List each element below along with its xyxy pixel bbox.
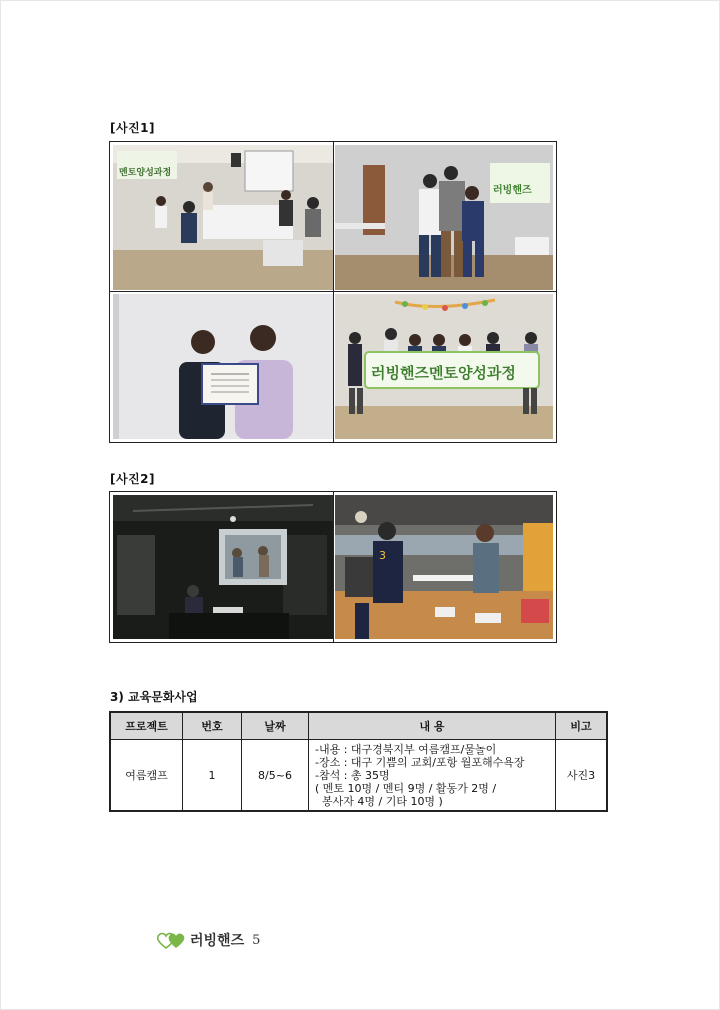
photo-caption-1: [사진1] [110, 121, 156, 135]
cell-number: 1 [183, 740, 242, 812]
education-table [109, 711, 608, 812]
grid-divider-horizontal [110, 291, 556, 292]
content-line: -장소 : 대구 기쁨의 교회/포항 월포해수욕장 [315, 755, 525, 769]
table-row [110, 740, 607, 812]
page-number: 5 [252, 932, 261, 948]
section-title: 3) 교육문화사업 [110, 690, 198, 704]
content-line: -내용 : 대구경북지부 여름캠프/물놀이 [315, 742, 497, 756]
footer [156, 930, 260, 950]
cell-date: 8/5~6 [242, 740, 309, 812]
cell-content [309, 740, 556, 812]
photo-cooking [335, 495, 553, 639]
col-header-note: 비고 [556, 712, 608, 740]
col-header-date: 날짜 [242, 712, 309, 740]
banner-text-1: 멘토양성과정 [119, 168, 172, 178]
grid-divider-vertical [333, 142, 334, 442]
col-header-number: 번호 [183, 712, 242, 740]
cell-project: 여름캠프 [110, 740, 183, 812]
content-line: -참석 : 총 35명 [315, 768, 390, 782]
photo-group-hug [335, 145, 553, 290]
photo-certificate [113, 294, 333, 439]
banner-text-2: 러빙핸즈 [493, 185, 532, 196]
footer-logo-text: 러빙핸즈 [190, 933, 245, 949]
photo-movie-screening [113, 495, 333, 639]
table-header-row [110, 712, 607, 740]
content-line: ( 멘토 10명 / 멘티 9명 / 활동가 2명 / [315, 781, 497, 795]
photo-caption-2: [사진2] [110, 472, 156, 486]
col-header-project: 프로젝트 [110, 712, 183, 740]
photo-classroom [113, 145, 333, 290]
content-line: 봉사자 4명 / 기타 10명 ) [315, 794, 443, 808]
cell-note: 사진3 [556, 740, 608, 812]
svg-text:3: 3 [379, 549, 386, 562]
photo-group-banner [335, 294, 553, 439]
col-header-content: 내 용 [309, 712, 556, 740]
hearts-logo-icon [156, 930, 186, 950]
photo-grid-1 [109, 141, 557, 443]
grid-divider-vertical-2 [333, 492, 334, 642]
photo-grid-2 [109, 491, 557, 643]
banner-text-4: 러빙핸즈멘토양성과정 [371, 364, 516, 382]
